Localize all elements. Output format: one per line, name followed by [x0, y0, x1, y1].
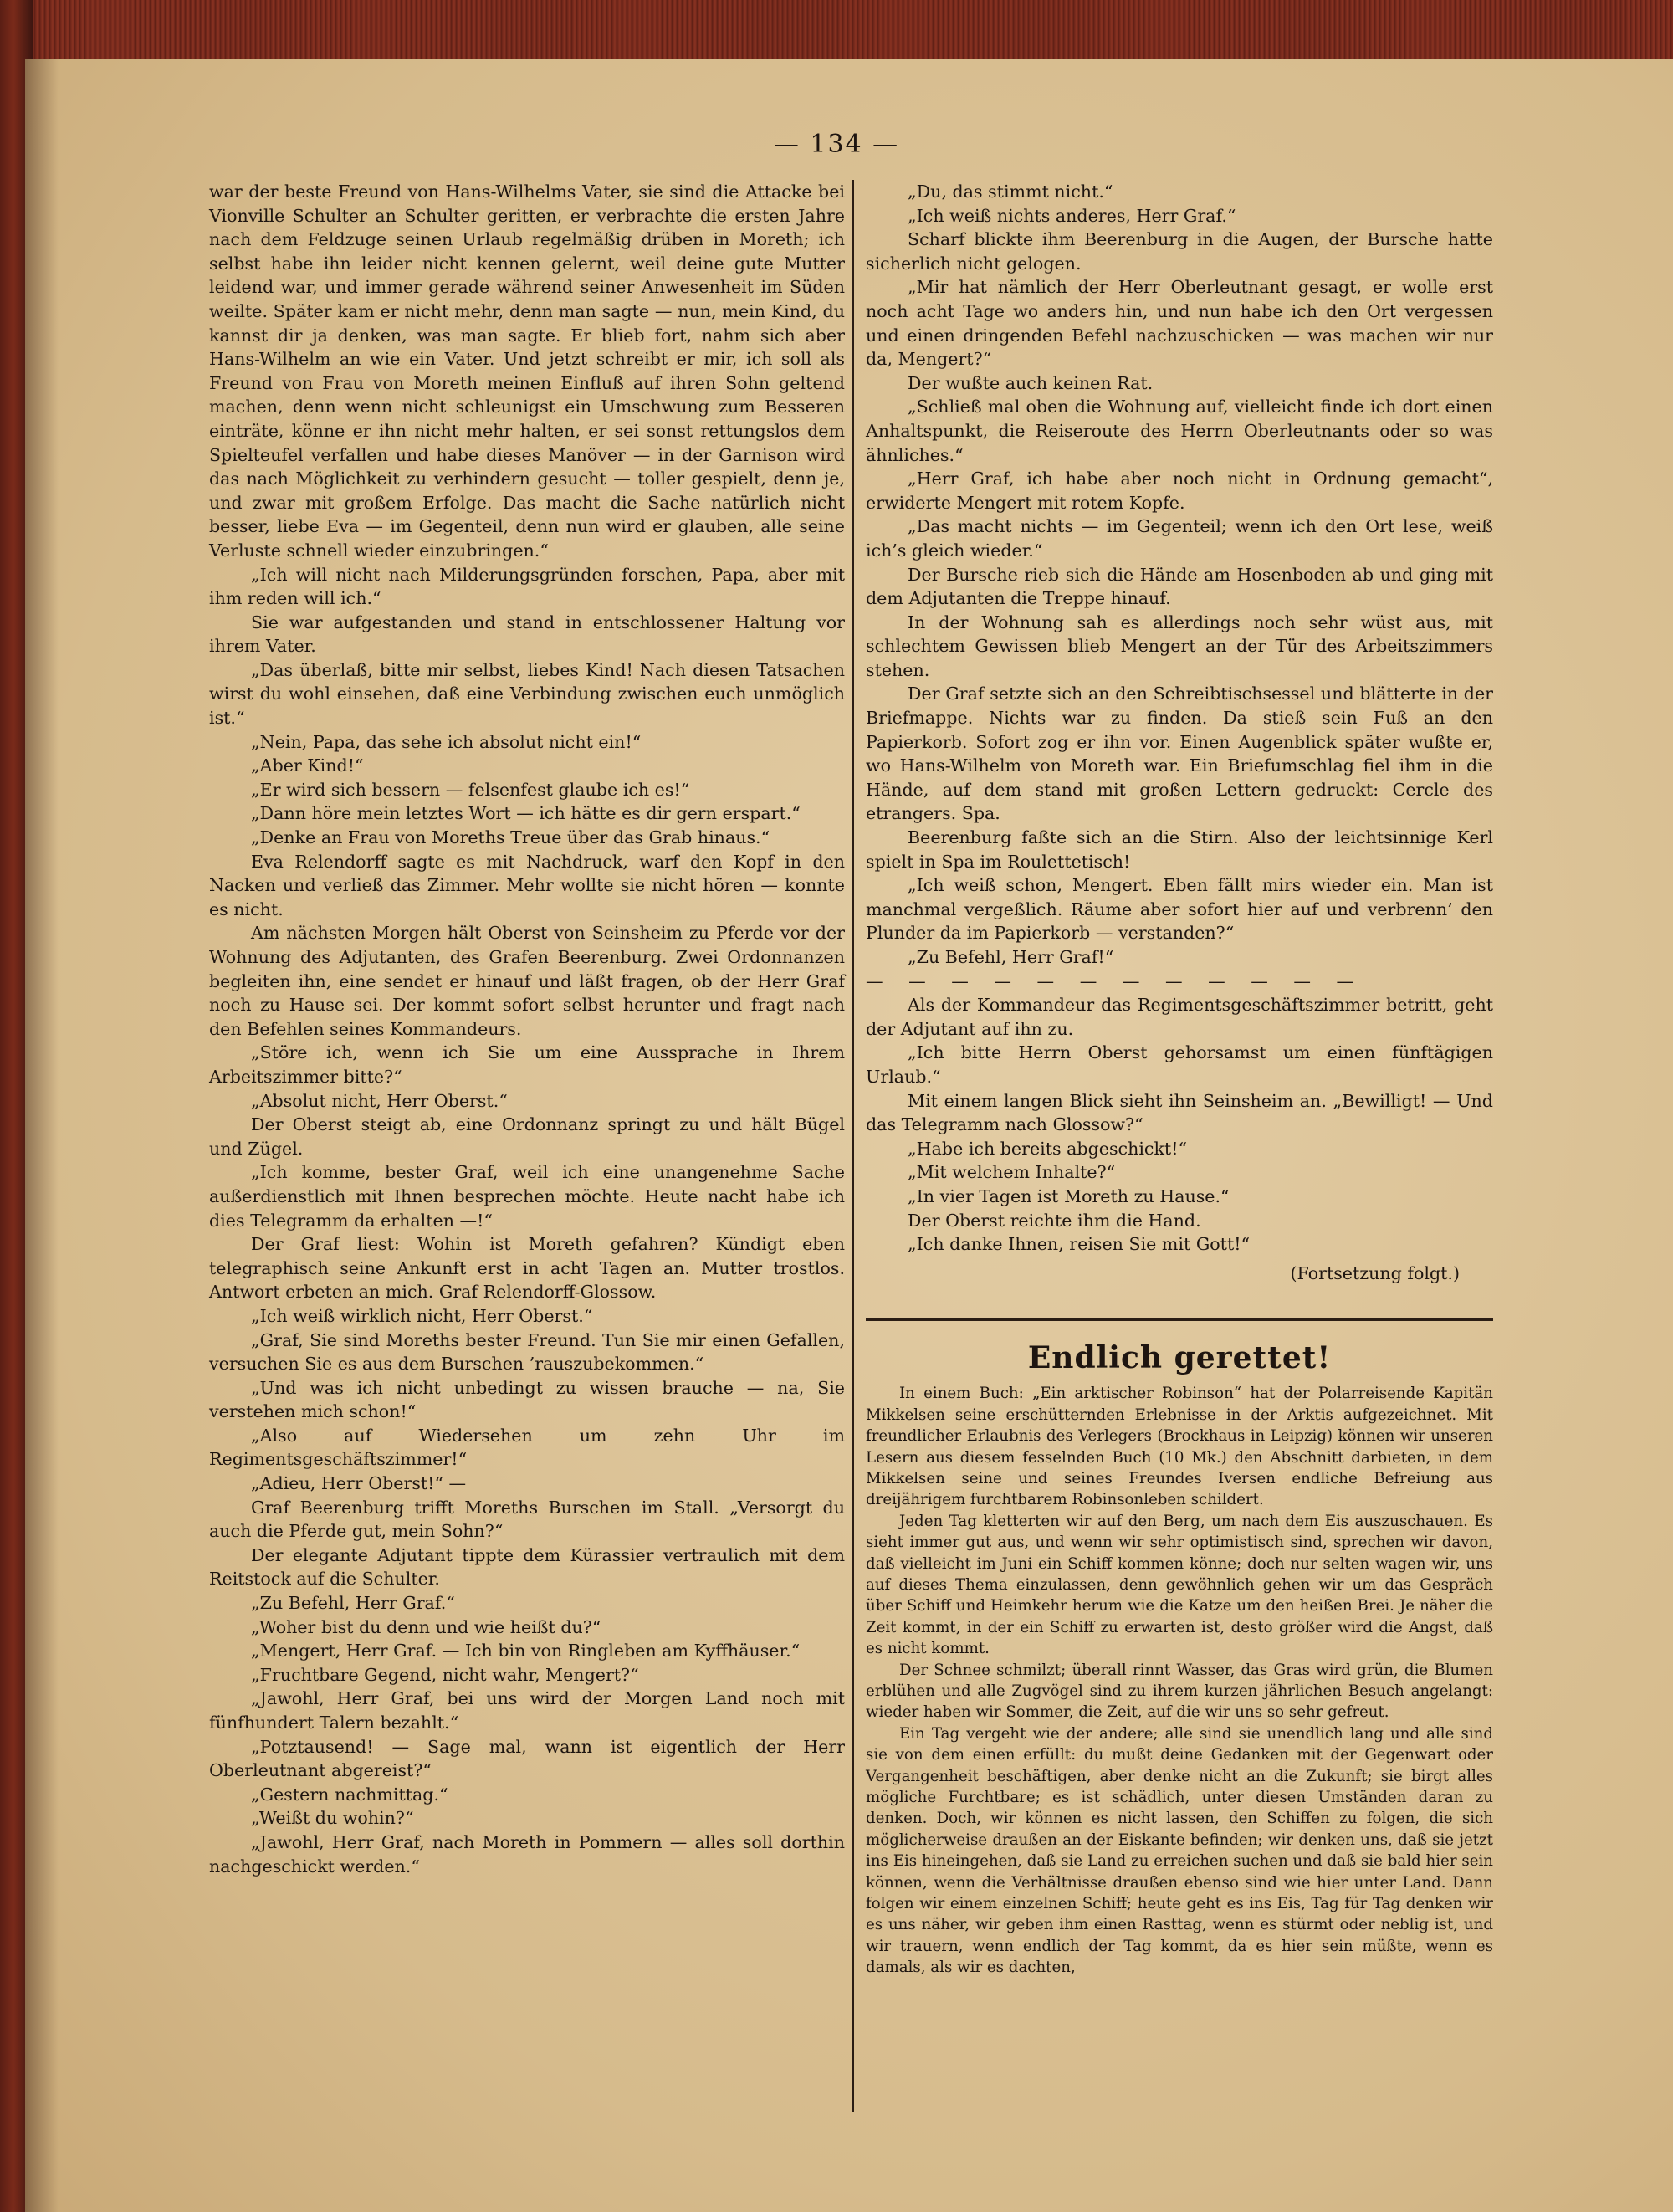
paragraph: Eva Relendorff sagte es mit Nachdruck, warf den Kopf in den Nacken und verließ das Zimmer. Mehr wollte sie nicht hören — konnte es nicht. — [209, 851, 845, 919]
continuation-note: (Fortsetzung folgt.) — [1290, 1262, 1460, 1283]
paragraph: „Zu Befehl, Herr Graf!“ — [908, 947, 1114, 967]
article-body — [866, 1383, 1493, 1978]
left-column — [209, 180, 845, 1878]
paragraph: „Denke an Frau von Moreths Treue über das Grab hinaus.“ — [251, 827, 770, 848]
paragraph: Scharf blickte ihm Beerenburg in die Augen, der Bursche hatte sicherlich nicht gelogen. — [866, 229, 1493, 274]
paragraph: „Gestern nachmittag.“ — [251, 1784, 448, 1805]
paragraph: Jeden Tag kletterten wir auf den Berg, um nach dem Eis auszuschauen. Es sieht immer gut aus, und wenn wir sehr optimistisch sind, sprechen wir davon, daß vielleicht im Juni ein Schiff kommen könne; doch nur selten wagen wir, uns auf dieses Thema einzulassen, denn gewöhnlich gehen wir um das Gespräch über Schiff und Heimkehr herum wie die Katze um den heißen Brei. Je näher die Zeit kommt, in der ein Schiff zu erwarten ist, desto größer wird die Angst, daß es nicht kommt. — [866, 1512, 1493, 1658]
paragraph: Graf Beerenburg trifft Moreths Burschen im Stall. „Versorgt du auch die Pferde gut, mein Sohn?“ — [209, 1497, 845, 1542]
article-title: Endlich gerettet! — [1027, 1340, 1332, 1376]
paragraph: Der Schnee schmilzt; überall rinnt Wasser, das Gras wird grün, die Blumen erblühen und alle Zugvögel sind zu ihrem kurzen jährlichen Besuch angelangt: wieder haben wir Sommer, die Zeit, auf die wir uns so sehr gefreut. — [866, 1661, 1493, 1722]
paragraph: „Absolut nicht, Herr Oberst.“ — [251, 1090, 508, 1111]
paragraph: war der beste Freund von Hans-Wilhelms Vater, sie sind die Attacke bei Vionville Schulter an Schulter geritten, er verbrachte die ersten Jahre nach dem Feldzuge seinen Urlaub regelmäßig drüben in Moreth; ich selbst habe ihn leider nicht kennen gelernt, weil deine gute Mutter leidend war, und immer gerade während seiner Anwesenheit im Süden weilte. Später kam er nicht mehr, denn man sagte — nun, mein Kind, du kannst dir ja denken, was man sagte. Er blieb fort, nahm sich aber Hans-Wilhelm an wie ein Vater. Und jetzt schreibt er mir, ich soll als Freund von Frau von Moreth meinen Einfluß auf ihren Sohn geltend machen, denn wenn nicht schleunigst ein Umschwung zum Besseren einträte, könne er ihn nicht mehr halten, er sei sonst rettungslos dem Spielteufel verfallen und habe dieses Manöver — in der Garnison wird das nach Möglichkeit zu verhindern gesucht — toller gespielt, denn je, und zwar mit großem Erfolge. Das macht die Sache natürlich nicht besser, liebe Eva — im Gegenteil, denn nun wird er glauben, alle seine Verluste schnell wieder einzubringen.“ — [209, 182, 845, 561]
paragraph: „Ich danke Ihnen, reisen Sie mit Gott!“ — [908, 1234, 1251, 1255]
paragraph: Der wußte auch keinen Rat. — [908, 372, 1154, 393]
paragraph: „Schließ mal oben die Wohnung auf, vielleicht finde ich dort einen Anhaltspunkt, die Reiseroute des Herrn Oberleutnants oder so was ähnliches.“ — [866, 397, 1493, 465]
paragraph: „Das macht nichts — im Gegenteil; wenn ich den Ort lese, weiß ich’s gleich wieder.“ — [866, 516, 1493, 561]
paragraph: Ein Tag vergeht wie der andere; alle sind sie unendlich lang und alle sind sie von dem einen erfüllt: du mußt deine Gedanken mit der Gegenwart oder Vergangenheit beschäftigen, aber denke nicht an die Zukunft; sie birgt alles mögliche Furchtbare; es ist schädlich, unter diesen Umständen daran zu denken. Doch, wir können es nicht lassen, den Schiffen zu folgen, die sich möglicherweise draußen an der Eiskante befinden; wir denken uns, daß sie jetzt ins Eis hineingehen, daß sie Land zu erreichen suchen und daß sie bald hier sein können, wenn die Verhältnisse draußen ebenso sind wie hier unter Land. Dann folgen wir einem einzelnen Schiff; heute geht es ins Eis, Tag für Tag denken wir es uns näher, wir geben ihm einen Rasttag, wenn es stürmt oder neblig ist, und wir trauern, wenn endlich der Tag kommt, da es hier sein müßte, wenn es damals, als wir es dachten, — [866, 1724, 1493, 1977]
paragraph: „Jawohl, Herr Graf, nach Moreth in Pommern — alles soll dorthin nachgeschickt werden.“ — [209, 1831, 845, 1877]
paragraph: „Potztausend! — Sage mal, wann ist eigentlich der Herr Oberleutnant abgereist?“ — [209, 1736, 845, 1781]
paragraph: „Ich komme, bester Graf, weil ich eine unangenehme Sache außerdienstlich mit Ihnen besprechen möchte. Heute nacht habe ich dies Telegramm da erhalten —!“ — [209, 1162, 845, 1231]
page-number: — 134 — — [773, 130, 900, 159]
paragraph: „Jawohl, Herr Graf, bei uns wird der Morgen Land noch mit fünfhundert Talern bezahlt.“ — [209, 1688, 845, 1733]
paragraph: „Adieu, Herr Oberst!“ — — [251, 1473, 467, 1494]
paragraph: „Er wird sich bessern — felsenfest glaube ich es!“ — [251, 779, 690, 800]
paragraph: „Mengert, Herr Graf. — Ich bin von Ringleben am Kyffhäuser.“ — [251, 1641, 801, 1662]
paragraph: „Habe ich bereits abgeschickt!“ — [908, 1138, 1188, 1159]
paragraph: Der Graf liest: Wohin ist Moreth gefahren? Kündigt eben telegraphisch seine Ankunft erst in acht Tagen an. Mutter trostlos. Antwort erbeten an mich. Graf Relendorff-Glossow. — [209, 1234, 845, 1303]
paragraph: „Und was ich nicht unbedingt zu wissen brauche — na, Sie verstehen mich schon!“ — [209, 1377, 845, 1422]
paragraph: „Aber Kind!“ — [251, 755, 364, 776]
paragraph: Der Oberst steigt ab, eine Ordonnanz springt zu und hält Bügel und Zügel. — [209, 1114, 845, 1159]
paragraph: „Ich weiß nichts anderes, Herr Graf.“ — [908, 205, 1236, 226]
paragraph: Der Oberst reichte ihm die Hand. — [908, 1210, 1201, 1231]
article-divider — [866, 1318, 1493, 1321]
paragraph: „Du, das stimmt nicht.“ — [908, 182, 1113, 202]
paragraph: „Störe ich, wenn ich Sie um eine Aussprache in Ihrem Arbeitszimmer bitte?“ — [209, 1042, 845, 1087]
section-separator: — — — — — — — — — — — — — [866, 970, 1364, 991]
paragraph: „Woher bist du denn und wie heißt du?“ — [251, 1616, 601, 1637]
paragraph: Beerenburg faßte sich an die Stirn. Also der leichtsinnige Kerl spielt in Spa im Roulettetisch! — [866, 827, 1493, 872]
paragraph: In der Wohnung sah es allerdings noch sehr wüst aus, mit schlechtem Gewissen blieb Mengert an der Tür des Arbeitszimmers stehen. — [866, 612, 1493, 680]
paragraph: „Herr Graf, ich habe aber noch nicht in Ordnung gemacht“, erwiderte Mengert mit rotem Kopfe. — [866, 469, 1493, 513]
paragraph: „Zu Befehl, Herr Graf.“ — [251, 1593, 455, 1614]
paragraph: Der Graf setzte sich an den Schreibtischsessel und blätterte in der Briefmappe. Nichts war zu finden. Da stieß sein Fuß an den Papierkorb. Sofort zog er ihn vor. Einen Augenblick später wußte er, wo Hans-Wilhelm von Moreth war. Ein Briefumschlag fiel ihm in die Hände, auf dem stand mit großen Lettern gedruckt: Cercle des etrangers. Spa. — [866, 684, 1493, 824]
paragraph: Sie war aufgestanden und stand in entschlossener Haltung vor ihrem Vater. — [209, 612, 845, 657]
gutter-shadow — [25, 59, 59, 2212]
paragraph: „Mir hat nämlich der Herr Oberleutnant gesagt, er wolle erst noch acht Tage wo anders hin, und nun habe ich den Ort vergessen und einen dringenden Befehl nachzuschicken — was machen wir nur da, Mengert?“ — [866, 277, 1493, 370]
paragraph: „Nein, Papa, das sehe ich absolut nicht ein!“ — [251, 731, 642, 752]
paragraph: „Fruchtbare Gegend, nicht wahr, Mengert?“ — [251, 1664, 639, 1685]
column-rule — [852, 180, 854, 2112]
right-column — [866, 180, 1493, 1979]
paragraph: „Ich weiß schon, Mengert. Eben fällt mirs wieder ein. Man ist manchmal vergeßlich. Räume aber sofort hier auf und verbrenn’ den Plunder da im Papierkorb — verstanden?“ — [866, 875, 1493, 944]
paragraph: Mit einem langen Blick sieht ihn Seinsheim an. „Bewilligt! — Und das Telegramm nach Glossow?“ — [866, 1090, 1493, 1135]
paragraph: „Also auf Wiedersehen um zehn Uhr im Regimentsgeschäftszimmer!“ — [209, 1425, 845, 1470]
paragraph: „Dann höre mein letztes Wort — ich hätte es dir gern erspart.“ — [251, 803, 801, 824]
paragraph: „Ich bitte Herrn Oberst gehorsamst um einen fünftägigen Urlaub.“ — [866, 1042, 1493, 1087]
paragraph: „In vier Tagen ist Moreth zu Hause.“ — [908, 1185, 1230, 1206]
paragraph: In einem Buch: „Ein arktischer Robinson“ hat der Polarreisende Kapitän Mikkelsen seine erschütternden Erlebnisse in der Arktis aufgezeichnet. Mit freundlicher Erlaubnis des Verlegers (Brockhaus in Leipzig) können wir unseren Lesern aus diesem fesselnden Buch (10 Mk.) den Abschnitt darbieten, in dem Mikkelsen seine und seines Freundes Iversen endliche Befreiung aus dreijährigem furchtbarem Robinsonleben schildert. — [866, 1385, 1493, 1509]
paragraph: Der elegante Adjutant tippte dem Kürassier vertraulich mit dem Reitstock auf die Schulter. — [209, 1544, 845, 1590]
paragraph: „Mit welchem Inhalte?“ — [908, 1162, 1116, 1183]
paragraph: „Ich weiß wirklich nicht, Herr Oberst.“ — [251, 1305, 593, 1326]
book-top-edge — [0, 0, 1673, 59]
paragraph: Als der Kommandeur das Regimentsgeschäftszimmer betritt, geht der Adjutant auf ihn zu. — [866, 995, 1493, 1039]
paragraph: Am nächsten Morgen hält Oberst von Seinsheim zu Pferde vor der Wohnung des Adjutanten, des Grafen Beerenburg. Zwei Ordonnanzen begleiten ihn, eine sendet er hinauf und läßt fragen, ob der Herr Graf noch zu Hause sei. Der kommt sofort selbst herunter und fragt nach den Befehlen seines Kommandeurs. — [209, 923, 845, 1039]
paragraph: „Ich will nicht nach Milderungsgründen forschen, Papa, aber mit ihm reden will ich.“ — [209, 564, 845, 609]
paragraph: Der Bursche rieb sich die Hände am Hosenboden ab und ging mit dem Adjutanten die Treppe hinauf. — [866, 564, 1493, 609]
paragraph: „Graf, Sie sind Moreths bester Freund. Tun Sie mir einen Gefallen, versuchen Sie es aus dem Burschen ’rauszubekommen.“ — [209, 1329, 845, 1375]
paragraph: „Das überlaß, bitte mir selbst, liebes Kind! Nach diesen Tatsachen wirst du wohl einsehen, daß eine Verbindung zwischen euch unmöglich ist.“ — [209, 659, 845, 729]
paragraph: „Weißt du wohin?“ — [251, 1808, 414, 1829]
